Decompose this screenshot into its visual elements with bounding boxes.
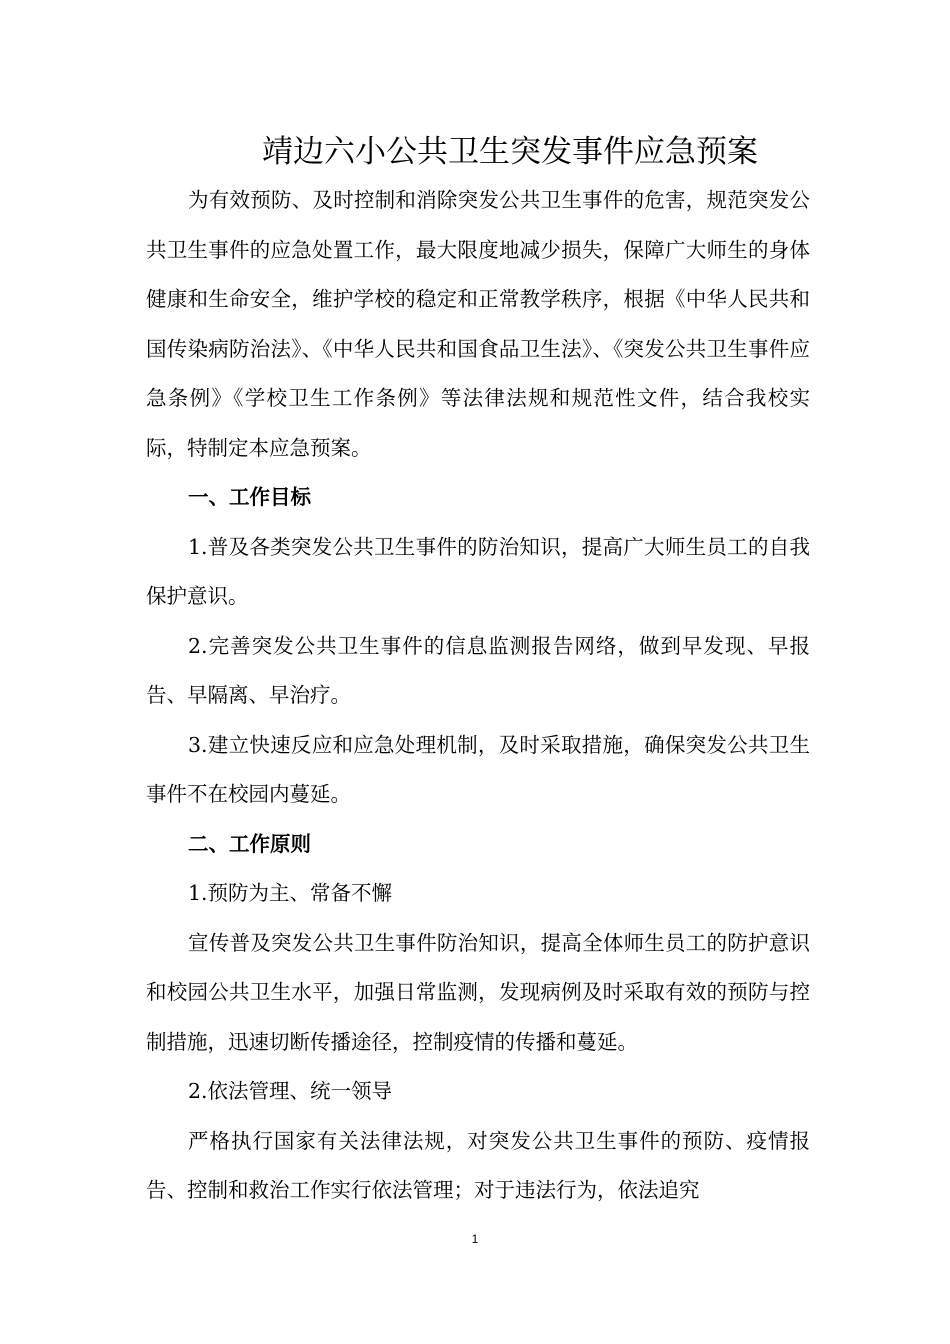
principle-1-title: 1.预防为主、常备不懈 — [188, 881, 393, 905]
intro-paragraph: 为有效预防、及时控制和消除突发公共卫生事件的危害，规范突发公共卫生事件的应急处置工作，最大限度地减少损失，保障广大师生的身体健康和生命安全，维护学校的稳定和正常教学秩序，根据《中华人民共和国传染病防治法》、《中华人民共和国食品卫生法》、《突发公共卫生事件应急条例》《学校卫生工作条例》等法律法规和规范性文件，结合我校实际，特制定本应急预案。 — [146, 188, 810, 460]
goal-item-2: 2.完善突发公共卫生事件的信息监测报告网络，做到早发现、早报告、早隔离、早治疗。 — [146, 633, 810, 707]
section-heading-principles: 二、工作原则 — [188, 831, 311, 856]
principle-1-text: 宣传普及突发公共卫生事件防治知识，提高全体师生员工的防护意识和校园公共卫生水平，加强日常监测，发现病例及时采取有效的预防与控制措施，迅速切断传播途径，控制疫情的传播和蔓延。 — [146, 930, 810, 1054]
page-number: 1 — [471, 1232, 479, 1246]
principle-2-text: 严格执行国家有关法律法规，对突发公共卫生事件的预防、疫情报告、控制和救治工作实行依法管理；对于违法行为，依法追究 — [146, 1128, 810, 1202]
goal-item-1: 1.普及各类突发公共卫生事件的防治知识，提高广大师生员工的自我保护意识。 — [146, 534, 810, 608]
section-heading-goals: 一、工作目标 — [188, 485, 311, 509]
document-title: 靖边六小公共卫生突发事件应急预案 — [262, 134, 758, 170]
principle-2-title: 2.依法管理、统一领导 — [188, 1079, 393, 1103]
goal-item-3: 3.建立快速反应和应急处理机制，及时采取措施，确保突发公共卫生事件不在校园内蔓延。 — [146, 732, 810, 806]
document-body — [146, 176, 810, 1216]
